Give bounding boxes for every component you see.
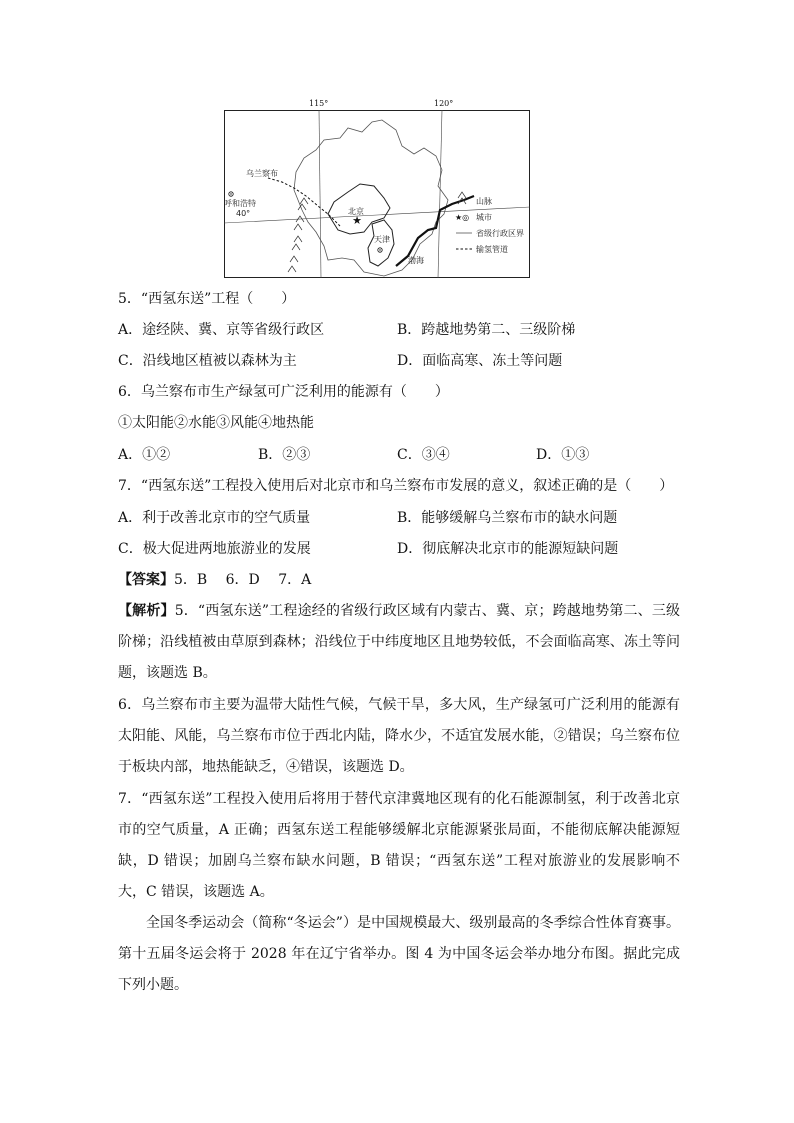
q7-option-a: A．利于改善北京市的空气质量 <box>118 510 311 526</box>
legend-city-label: 城市 <box>476 213 492 222</box>
analysis-label: 【解析】 <box>118 603 175 619</box>
tianjin-label: 天津 <box>374 235 390 244</box>
legend-boundary-label: 省级行政区界 <box>476 229 524 238</box>
legend-pipeline-label: 输氢管道 <box>476 245 508 254</box>
q6-option-d: D．①③ <box>536 447 590 463</box>
beijing-label: 北京 <box>348 207 364 216</box>
q5-option-d: D．面临高寒、冻土等问题 <box>397 353 563 369</box>
map-svg <box>224 110 530 278</box>
hebei-boundary <box>294 120 448 276</box>
longitude-120-label: 120° <box>434 99 454 108</box>
q6-option-c: C．③④ <box>397 447 450 463</box>
legend-mountain-label: 山脉 <box>476 197 492 206</box>
answer-text: 5．B 6．D 7．A <box>174 572 312 588</box>
bohai-label: 渤海 <box>408 256 424 265</box>
analysis-q5 <box>118 596 680 689</box>
mountain-symbols <box>288 198 308 272</box>
meridian-120 <box>438 110 442 278</box>
legend-city-icon: ★◎ <box>455 213 470 222</box>
analysis-q6: 6．乌兰察布市主要为温带大陆性气候，气候干旱，多大风，生产绿氢可广泛利用的能源有太阳能、风能，乌兰察布市位于西北内陆，降水少，不适宜发展水能，②错误；乌兰察布位于板块内部，地热能缺乏，④错误，该题选 D。 <box>118 697 680 775</box>
map-legend <box>455 192 524 254</box>
latitude-40-label: 40° <box>236 209 251 218</box>
answer-label: 【答案】 <box>118 572 174 588</box>
huhehaote-label: 呼和浩特 <box>224 199 256 208</box>
longitude-115-label: 115° <box>309 99 329 108</box>
q5-option-a: A．途经陕、冀、京等省级行政区 <box>118 322 325 338</box>
q7-option-c: C．极大促进两地旅游业的发展 <box>118 541 311 557</box>
legend-mountain-icon <box>458 192 466 204</box>
q6-items: ①太阳能②水能③风能④地热能 <box>118 415 314 431</box>
analysis-q7: 7．“西氢东送”工程投入使用后将用于替代京津冀地区现有的化石能源制氢，利于改善北京市的空气质量，A 正确；西氢东送工程能够缓解北京能源紧张局面，不能彻底解决能源短缺，D 错误；加剧乌兰察布缺水问题，B 错误；“西氢东送”工程对旅游业的发展影响不大，C 错误，该题选 A。 <box>118 791 680 900</box>
q6-option-b: B．②③ <box>258 447 311 463</box>
winter-games-intro: 全国冬季运动会（简称“冬运会”）是中国规模最大、级别最高的冬季综合性体育赛事。第十五届冬运会将于 2028 年在辽宁省举办。图 4 为中国冬运会举办地分布图。据此完成下列小题。 <box>118 915 680 993</box>
q7-option-b: B．能够缓解乌兰察布市的缺水问题 <box>397 510 618 526</box>
meridian-115 <box>319 110 321 278</box>
q5-option-b: B．跨越地势第二、三级阶梯 <box>397 322 576 338</box>
q7-stem: 7．“西氢东送”工程投入使用后对北京市和乌兰察布市发展的意义，叙述正确的是（ ） <box>118 478 674 494</box>
q5-option-c: C．沿线地区植被以森林为主 <box>118 353 297 369</box>
pipeline-map <box>224 110 530 278</box>
beijing-star-icon: ★ <box>352 214 362 227</box>
wulanchabu-label: 乌兰察布 <box>246 169 278 178</box>
q6-option-a: A．①② <box>118 447 171 463</box>
q6-stem: 6．乌兰察布市生产绿氢可广泛利用的能源有（ ） <box>118 384 449 400</box>
q5-stem: 5．“西氢东送”工程（ ） <box>118 291 296 307</box>
analysis-q5-text: 5．“西氢东送”工程途经的省级行政区域有内蒙古、冀、京；跨越地势第二、三级阶梯；沿线植被由草原到森林；沿线位于中纬度地区且地势较低，不会面临高寒、冻土等问题，该题选 B。 <box>118 603 680 681</box>
q7-option-d: D．彻底解决北京市的能源短缺问题 <box>397 541 619 557</box>
answer-line <box>118 570 311 590</box>
